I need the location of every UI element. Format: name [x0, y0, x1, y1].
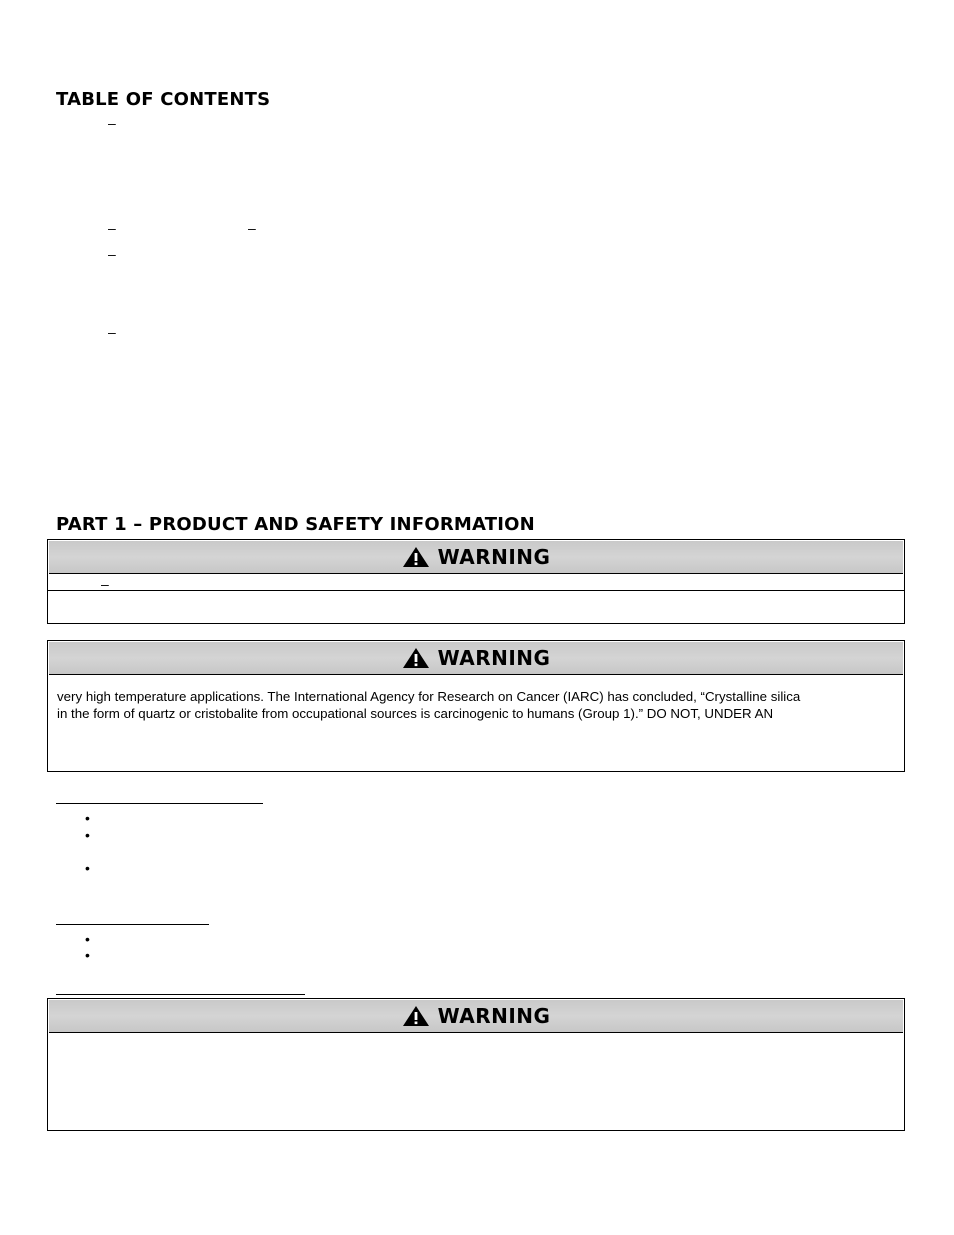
- list-bullet: •: [85, 860, 90, 876]
- warning-header: [49, 642, 903, 675]
- warning-text-line: very high temperature applications. The International Agency for Research on Cancer (IARC) has concluded, “Crystalline silica: [57, 689, 801, 704]
- toc-dash: –: [108, 115, 116, 131]
- warning-triangle-icon: [402, 546, 430, 568]
- warning-box-2: [47, 640, 905, 772]
- list-bullet: •: [85, 810, 90, 826]
- warning-text-line: in the form of quartz or cristobalite from occupational sources is carcinogenic to humans (Group 1).” DO NOT, UNDER AN: [57, 706, 774, 721]
- subheading-underline: [56, 994, 305, 995]
- warning-header: [49, 1000, 903, 1033]
- warning-label: WARNING: [437, 646, 551, 670]
- toc-title: TABLE OF CONTENTS: [56, 89, 271, 110]
- warning-label: WARNING: [437, 545, 551, 569]
- warning-label: WARNING: [437, 1004, 551, 1028]
- warning-box-3: [47, 998, 905, 1131]
- toc-dash: –: [248, 220, 256, 236]
- warning-triangle-icon: [402, 647, 430, 669]
- toc-dash: –: [108, 220, 116, 236]
- part1-title: PART 1 – PRODUCT AND SAFETY INFORMATION: [56, 514, 535, 535]
- warning-header: [49, 541, 903, 574]
- subheading-underline: [56, 924, 209, 925]
- list-bullet: •: [85, 947, 90, 963]
- toc-dash: –: [108, 246, 116, 262]
- subheading-underline: [56, 803, 263, 804]
- divider: [48, 590, 904, 591]
- toc-dash: –: [108, 324, 116, 340]
- list-bullet: •: [85, 827, 90, 843]
- list-bullet: •: [85, 931, 90, 947]
- warning-box-1: [47, 539, 905, 624]
- warning-dash: –: [101, 576, 109, 592]
- warning-triangle-icon: [402, 1005, 430, 1027]
